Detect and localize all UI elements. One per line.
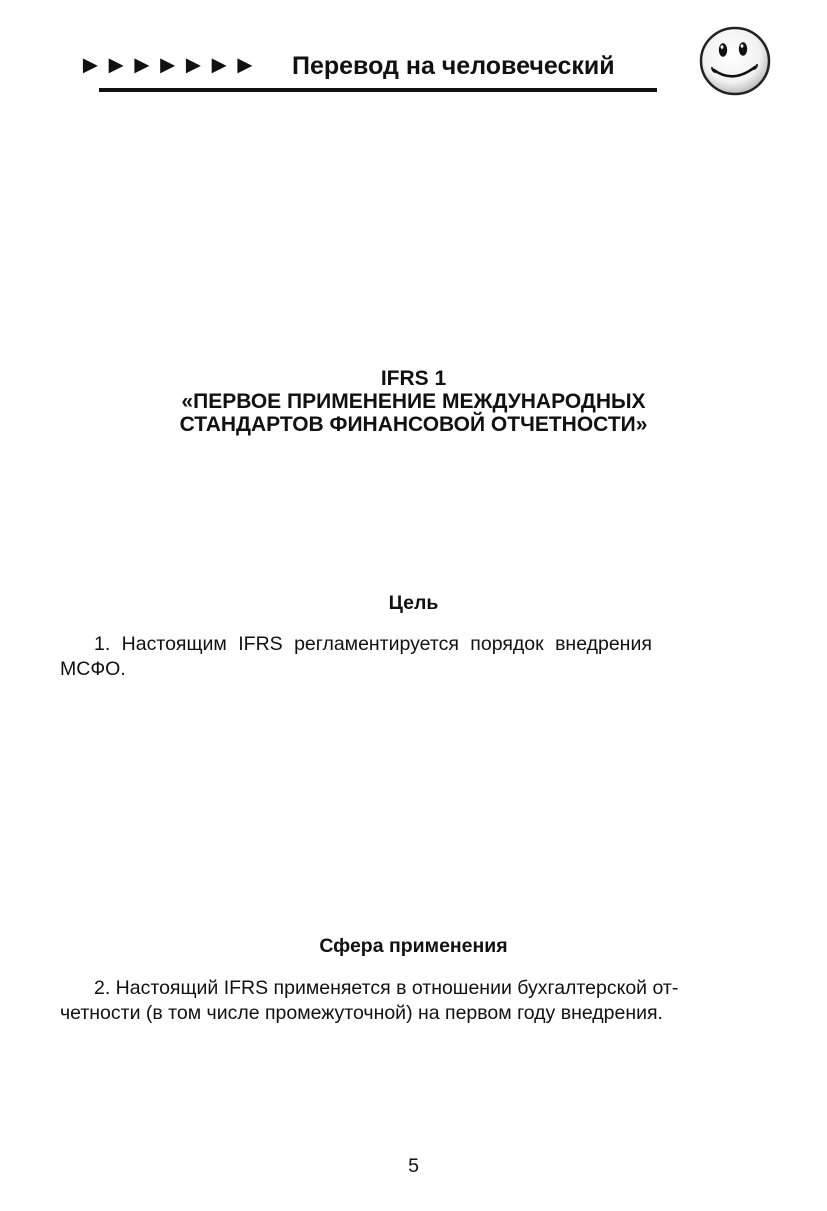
title-line-name-2: СТАНДАРТОВ ФИНАНСОВОЙ ОТЧЕТНОСТИ» (179, 413, 648, 436)
paragraph-line: МСФО. (60, 658, 126, 680)
paragraph-objective (60, 632, 767, 682)
paragraph-line (60, 632, 767, 657)
page-number: 5 (408, 1155, 419, 1177)
section-heading-objective: Цель (388, 592, 439, 614)
header-arrows: ►►►►►►► (78, 51, 259, 79)
document-title (100, 367, 727, 436)
running-header-title: Перевод на человеческий (292, 52, 615, 80)
paragraph-line: четности (в том числе промежуточной) на первом году внедрения. (60, 1002, 663, 1024)
paragraph-line: 2. Настоящий IFRS применяется в отношении бухгалтерской от- (94, 977, 679, 999)
section-heading-scope: Сфера применения (319, 935, 508, 957)
smiley-face-icon (697, 25, 773, 97)
title-line-name-1: «ПЕРВОЕ ПРИМЕНЕНИЕ МЕЖДУНАРОДНЫХ (181, 390, 646, 413)
paragraph-scope (60, 976, 767, 1026)
title-line-standard: IFRS 1 (380, 367, 447, 390)
header-divider (99, 88, 657, 92)
paragraph-line-text: 1. Настоящим IFRS регламентируется порядок внедрения (94, 633, 652, 655)
